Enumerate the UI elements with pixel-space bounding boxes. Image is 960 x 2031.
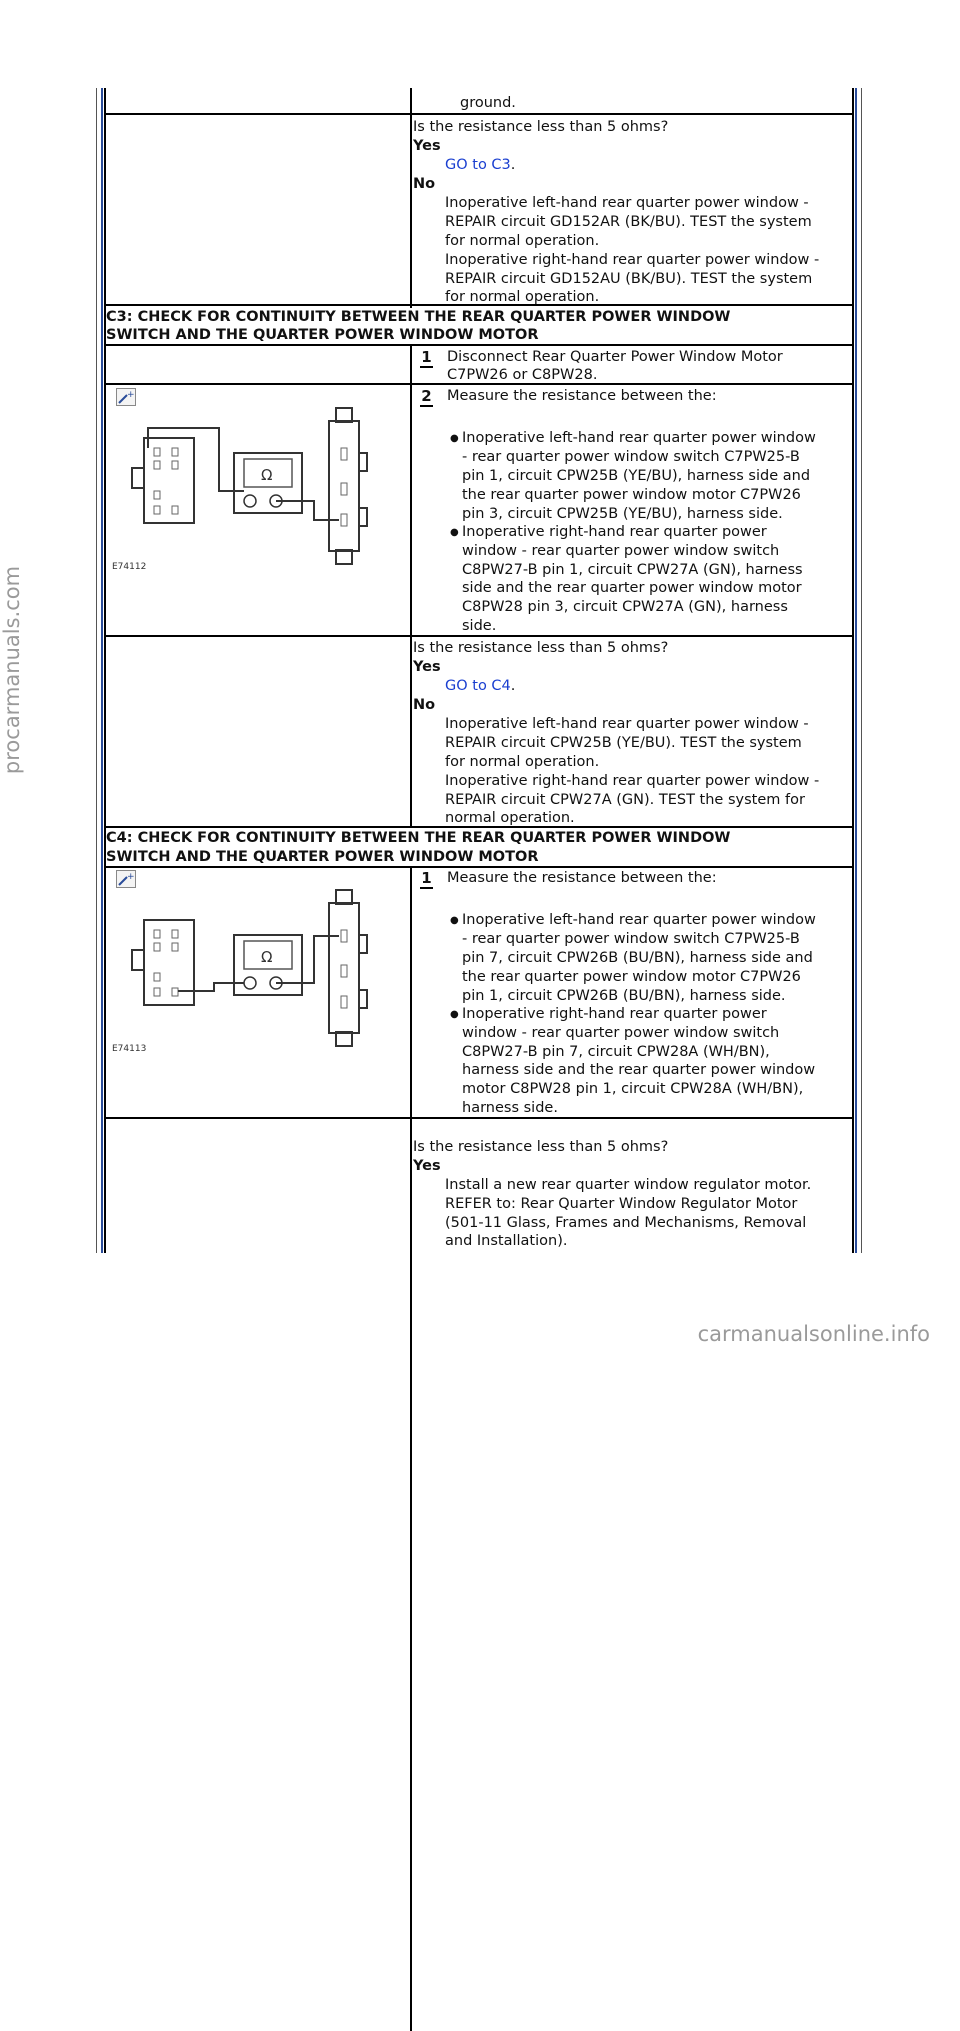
bullet-line: C8PW27-B pin 1, circuit CPW27A (GN), harness xyxy=(462,562,803,578)
bullet-dot: ● xyxy=(450,433,459,444)
wiring-diagram-figure xyxy=(124,885,384,1065)
yes-line: REFER to: Rear Quarter Window Regulator Motor xyxy=(445,1196,798,1212)
no-line: REPAIR circuit CPW27A (GN). TEST the system for xyxy=(445,792,805,808)
bullet-dot: ● xyxy=(450,527,459,538)
step-text: Disconnect Rear Quarter Power Window Motor xyxy=(447,349,783,365)
go-to-c4-link[interactable]: GO to C4 xyxy=(445,678,511,694)
bullet-line: C8PW27-B pin 7, circuit CPW28A (WH/BN), xyxy=(462,1044,770,1060)
yes-answer xyxy=(445,156,515,175)
no-label: No xyxy=(413,697,436,713)
no-line: normal operation. xyxy=(445,810,575,826)
bullet-line: Inoperative left-hand rear quarter power window xyxy=(462,430,816,446)
bullet-line: Inoperative left-hand rear quarter power window xyxy=(462,912,816,928)
bullet-line: side. xyxy=(462,618,497,634)
ohm-symbol: Ω xyxy=(261,466,273,484)
bullet-line: harness side and the rear quarter power window xyxy=(462,1062,816,1078)
question-text: Is the resistance less than 5 ohms? xyxy=(413,640,669,656)
margin-line-right-blue xyxy=(855,88,857,1253)
bullet-line: side and the rear quarter power window motor xyxy=(462,580,802,596)
column-divider xyxy=(410,88,412,308)
yes-label: Yes xyxy=(413,138,441,154)
column-divider xyxy=(410,866,412,2031)
wiring-diagram-figure xyxy=(124,403,384,583)
no-line: Inoperative right-hand rear quarter power window - xyxy=(445,773,820,789)
margin-line-left-blue xyxy=(101,88,103,1253)
row-divider xyxy=(104,113,854,115)
figure-label: E74112 xyxy=(112,562,147,572)
step-number: 2 xyxy=(421,387,432,405)
period: . xyxy=(510,678,516,694)
bullet-line: the rear quarter power window motor C7PW26 xyxy=(462,969,801,985)
bullet-line: pin 1, circuit CPW26B (BU/BN), harness side. xyxy=(462,988,786,1004)
bullet-line: - rear quarter power window switch C7PW25-B xyxy=(462,931,800,947)
bullet-line: pin 7, circuit CPW26B (BU/BN), harness side and xyxy=(462,950,813,966)
no-line: Inoperative left-hand rear quarter power window - xyxy=(445,716,809,732)
bullet-dot: ● xyxy=(450,915,459,926)
question-text: Is the resistance less than 5 ohms? xyxy=(413,1139,669,1155)
bullet-line: Inoperative right-hand rear quarter power xyxy=(462,524,767,540)
c3-heading: SWITCH AND THE QUARTER POWER WINDOW MOTOR xyxy=(106,327,539,343)
question-text: Is the resistance less than 5 ohms? xyxy=(413,119,669,135)
no-line: Inoperative left-hand rear quarter power window - xyxy=(445,195,809,211)
step-number: 1 xyxy=(421,869,432,887)
ohm-symbol: Ω xyxy=(261,948,273,966)
no-line: REPAIR circuit CPW25B (YE/BU). TEST the system xyxy=(445,735,802,751)
bullet-line: window - rear quarter power window switch xyxy=(462,543,780,559)
column-divider xyxy=(410,344,412,827)
ground-text: ground. xyxy=(460,95,516,111)
side-watermark: procarmanuals.com xyxy=(0,565,24,775)
figure-label: E74113 xyxy=(112,1044,147,1054)
bullet-line: pin 1, circuit CPW25B (YE/BU), harness side and xyxy=(462,468,811,484)
bullet-line: Inoperative right-hand rear quarter power xyxy=(462,1006,767,1022)
no-line: REPAIR circuit GD152AR (BK/BU). TEST the system xyxy=(445,214,812,230)
yes-line: Install a new rear quarter window regulator motor. xyxy=(445,1177,812,1193)
bullet-line: harness side. xyxy=(462,1100,558,1116)
c3-heading: C3: CHECK FOR CONTINUITY BETWEEN THE REAR QUARTER POWER WINDOW xyxy=(106,309,731,325)
no-line: for normal operation. xyxy=(445,289,600,305)
bullet-line: C8PW28 pin 3, circuit CPW27A (GN), harness xyxy=(462,599,788,615)
bullet-line: pin 3, circuit CPW25B (YE/BU), harness side. xyxy=(462,506,783,522)
svg-text:+: + xyxy=(127,872,135,882)
go-to-c3-link[interactable]: GO to C3 xyxy=(445,157,511,173)
yes-line: and Installation). xyxy=(445,1233,568,1249)
yes-answer xyxy=(445,677,515,696)
yes-line: (501-11 Glass, Frames and Mechanisms, Removal xyxy=(445,1215,807,1231)
bottom-watermark: carmanualsonline.info xyxy=(697,1322,930,1346)
table-border-left xyxy=(104,88,106,1253)
yes-label: Yes xyxy=(413,659,441,675)
period: . xyxy=(510,157,516,173)
table-border-right xyxy=(852,88,854,1253)
yes-label: Yes xyxy=(413,1158,441,1174)
no-line: for normal operation. xyxy=(445,754,600,770)
step-intro: Measure the resistance between the: xyxy=(447,870,717,886)
step-number: 1 xyxy=(421,348,432,366)
no-label: No xyxy=(413,176,436,192)
bullet-line: the rear quarter power window motor C7PW26 xyxy=(462,487,801,503)
bullet-dot: ● xyxy=(450,1009,459,1020)
step-intro: Measure the resistance between the: xyxy=(447,388,717,404)
no-line: Inoperative right-hand rear quarter power window - xyxy=(445,252,820,268)
bullet-line: motor C8PW28 pin 1, circuit CPW28A (WH/BN), xyxy=(462,1081,804,1097)
margin-line-right xyxy=(861,88,862,1253)
c4-heading: SWITCH AND THE QUARTER POWER WINDOW MOTOR xyxy=(106,849,539,865)
bullet-line: - rear quarter power window switch C7PW25-B xyxy=(462,449,800,465)
bullet-line: window - rear quarter power window switch xyxy=(462,1025,780,1041)
margin-line-left xyxy=(96,88,97,1253)
svg-text:+: + xyxy=(127,390,135,400)
c4-heading: C4: CHECK FOR CONTINUITY BETWEEN THE REAR QUARTER POWER WINDOW xyxy=(106,830,731,846)
no-line: REPAIR circuit GD152AU (BK/BU). TEST the system xyxy=(445,271,813,287)
no-line: for normal operation. xyxy=(445,233,600,249)
step-text: C7PW26 or C8PW28. xyxy=(447,367,598,383)
